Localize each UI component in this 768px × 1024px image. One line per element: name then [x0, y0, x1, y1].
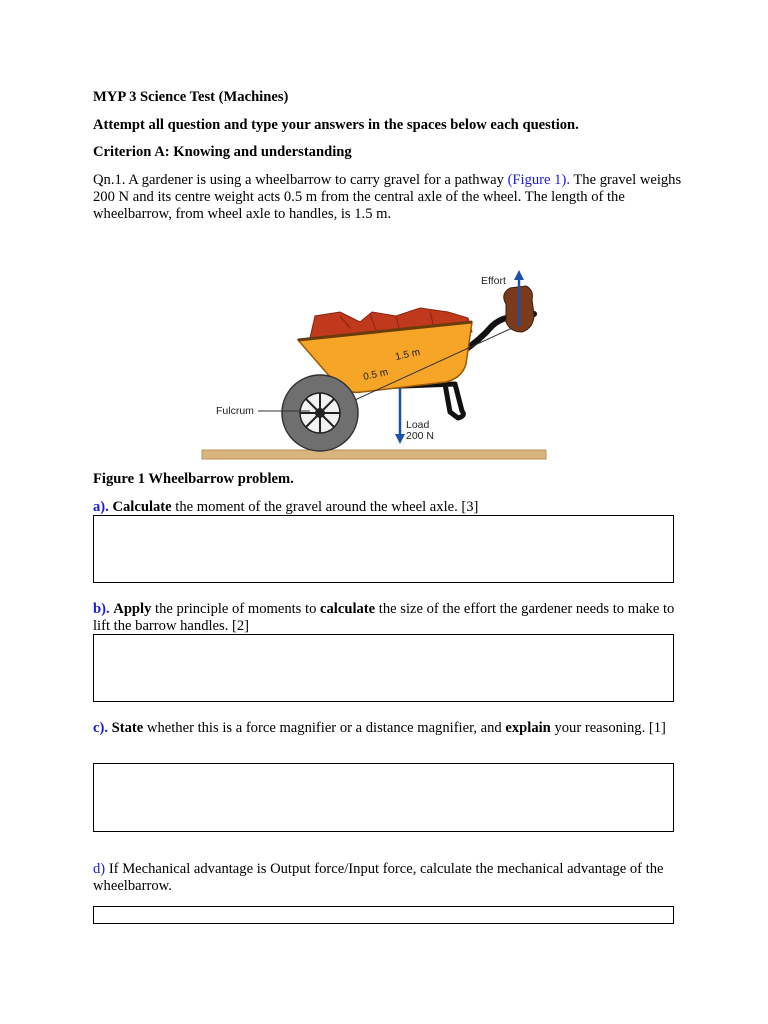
- question-d-rest: If Mechanical advantage is Output force/Input force, calculate the mechanical advantage of the wheelbarrow.: [93, 861, 664, 894]
- question-b-verb-calculate: calculate: [320, 601, 376, 617]
- question-c-letter: c).: [93, 720, 108, 736]
- question-1-intro: Qn.1. A gardener is using a wheelbarrow to carry gravel for a pathway: [93, 172, 508, 188]
- wheelbarrow-figure: [200, 266, 548, 462]
- wheel-axle: [315, 408, 325, 418]
- criterion-heading: Criterion A: Knowing and understanding: [93, 144, 352, 160]
- question-1-details: The gravel weighs 200 N and its centre weight acts 0.5 m from the central axle of the wheel. The length of the wheelbarrow, from wheel axle to handles, is 1.5 m.: [93, 172, 682, 222]
- load-arrow-head: [395, 434, 405, 444]
- question-c-verb-explain: explain: [505, 720, 551, 736]
- effort-arrow-head: [514, 270, 524, 280]
- question-b-rest: the size of the effort the gardener needs to make to lift the barrow handles. [2]: [93, 601, 675, 634]
- question-c-verb-state: State: [111, 720, 144, 736]
- question-b-mid: the principle of moments to: [151, 601, 321, 617]
- question-c-text: [93, 720, 683, 737]
- label-load-value: 200 N: [406, 430, 435, 442]
- question-b-text: [93, 601, 683, 635]
- label-long-distance: 1.5 m: [394, 346, 422, 363]
- question-a-rest: the moment of the gravel around the wheel axle. [3]: [171, 499, 479, 515]
- question-c-mid: whether this is a force magnifier or a distance magnifier, and: [143, 720, 506, 736]
- answer-box-d[interactable]: [93, 906, 674, 924]
- question-b-letter: b).: [93, 601, 110, 617]
- label-short-distance: 0.5 m: [362, 366, 390, 383]
- page-title: MYP 3 Science Test (Machines): [93, 89, 289, 105]
- question-b-verb-apply: Apply: [113, 601, 152, 617]
- question-c-rest: your reasoning. [1]: [550, 720, 666, 736]
- instructions: Attempt all question and type your answers in the spaces below each question.: [93, 117, 579, 133]
- question-1-text: [93, 172, 683, 223]
- answer-box-b[interactable]: [93, 634, 674, 702]
- question-d-letter: d): [93, 861, 106, 877]
- answer-box-a[interactable]: [93, 515, 674, 583]
- label-load: Load: [406, 419, 430, 431]
- figure-reference-link[interactable]: (Figure 1).: [507, 172, 570, 188]
- label-effort: Effort: [481, 275, 506, 287]
- figure-caption: Figure 1 Wheelbarrow problem.: [93, 471, 294, 487]
- question-a-text: [93, 499, 683, 516]
- label-fulcrum: Fulcrum: [216, 405, 254, 417]
- question-a-letter: a).: [93, 499, 109, 515]
- question-a-verb: Calculate: [112, 499, 172, 515]
- question-d-text: [93, 861, 683, 895]
- answer-box-c[interactable]: [93, 763, 674, 832]
- ground: [202, 450, 546, 459]
